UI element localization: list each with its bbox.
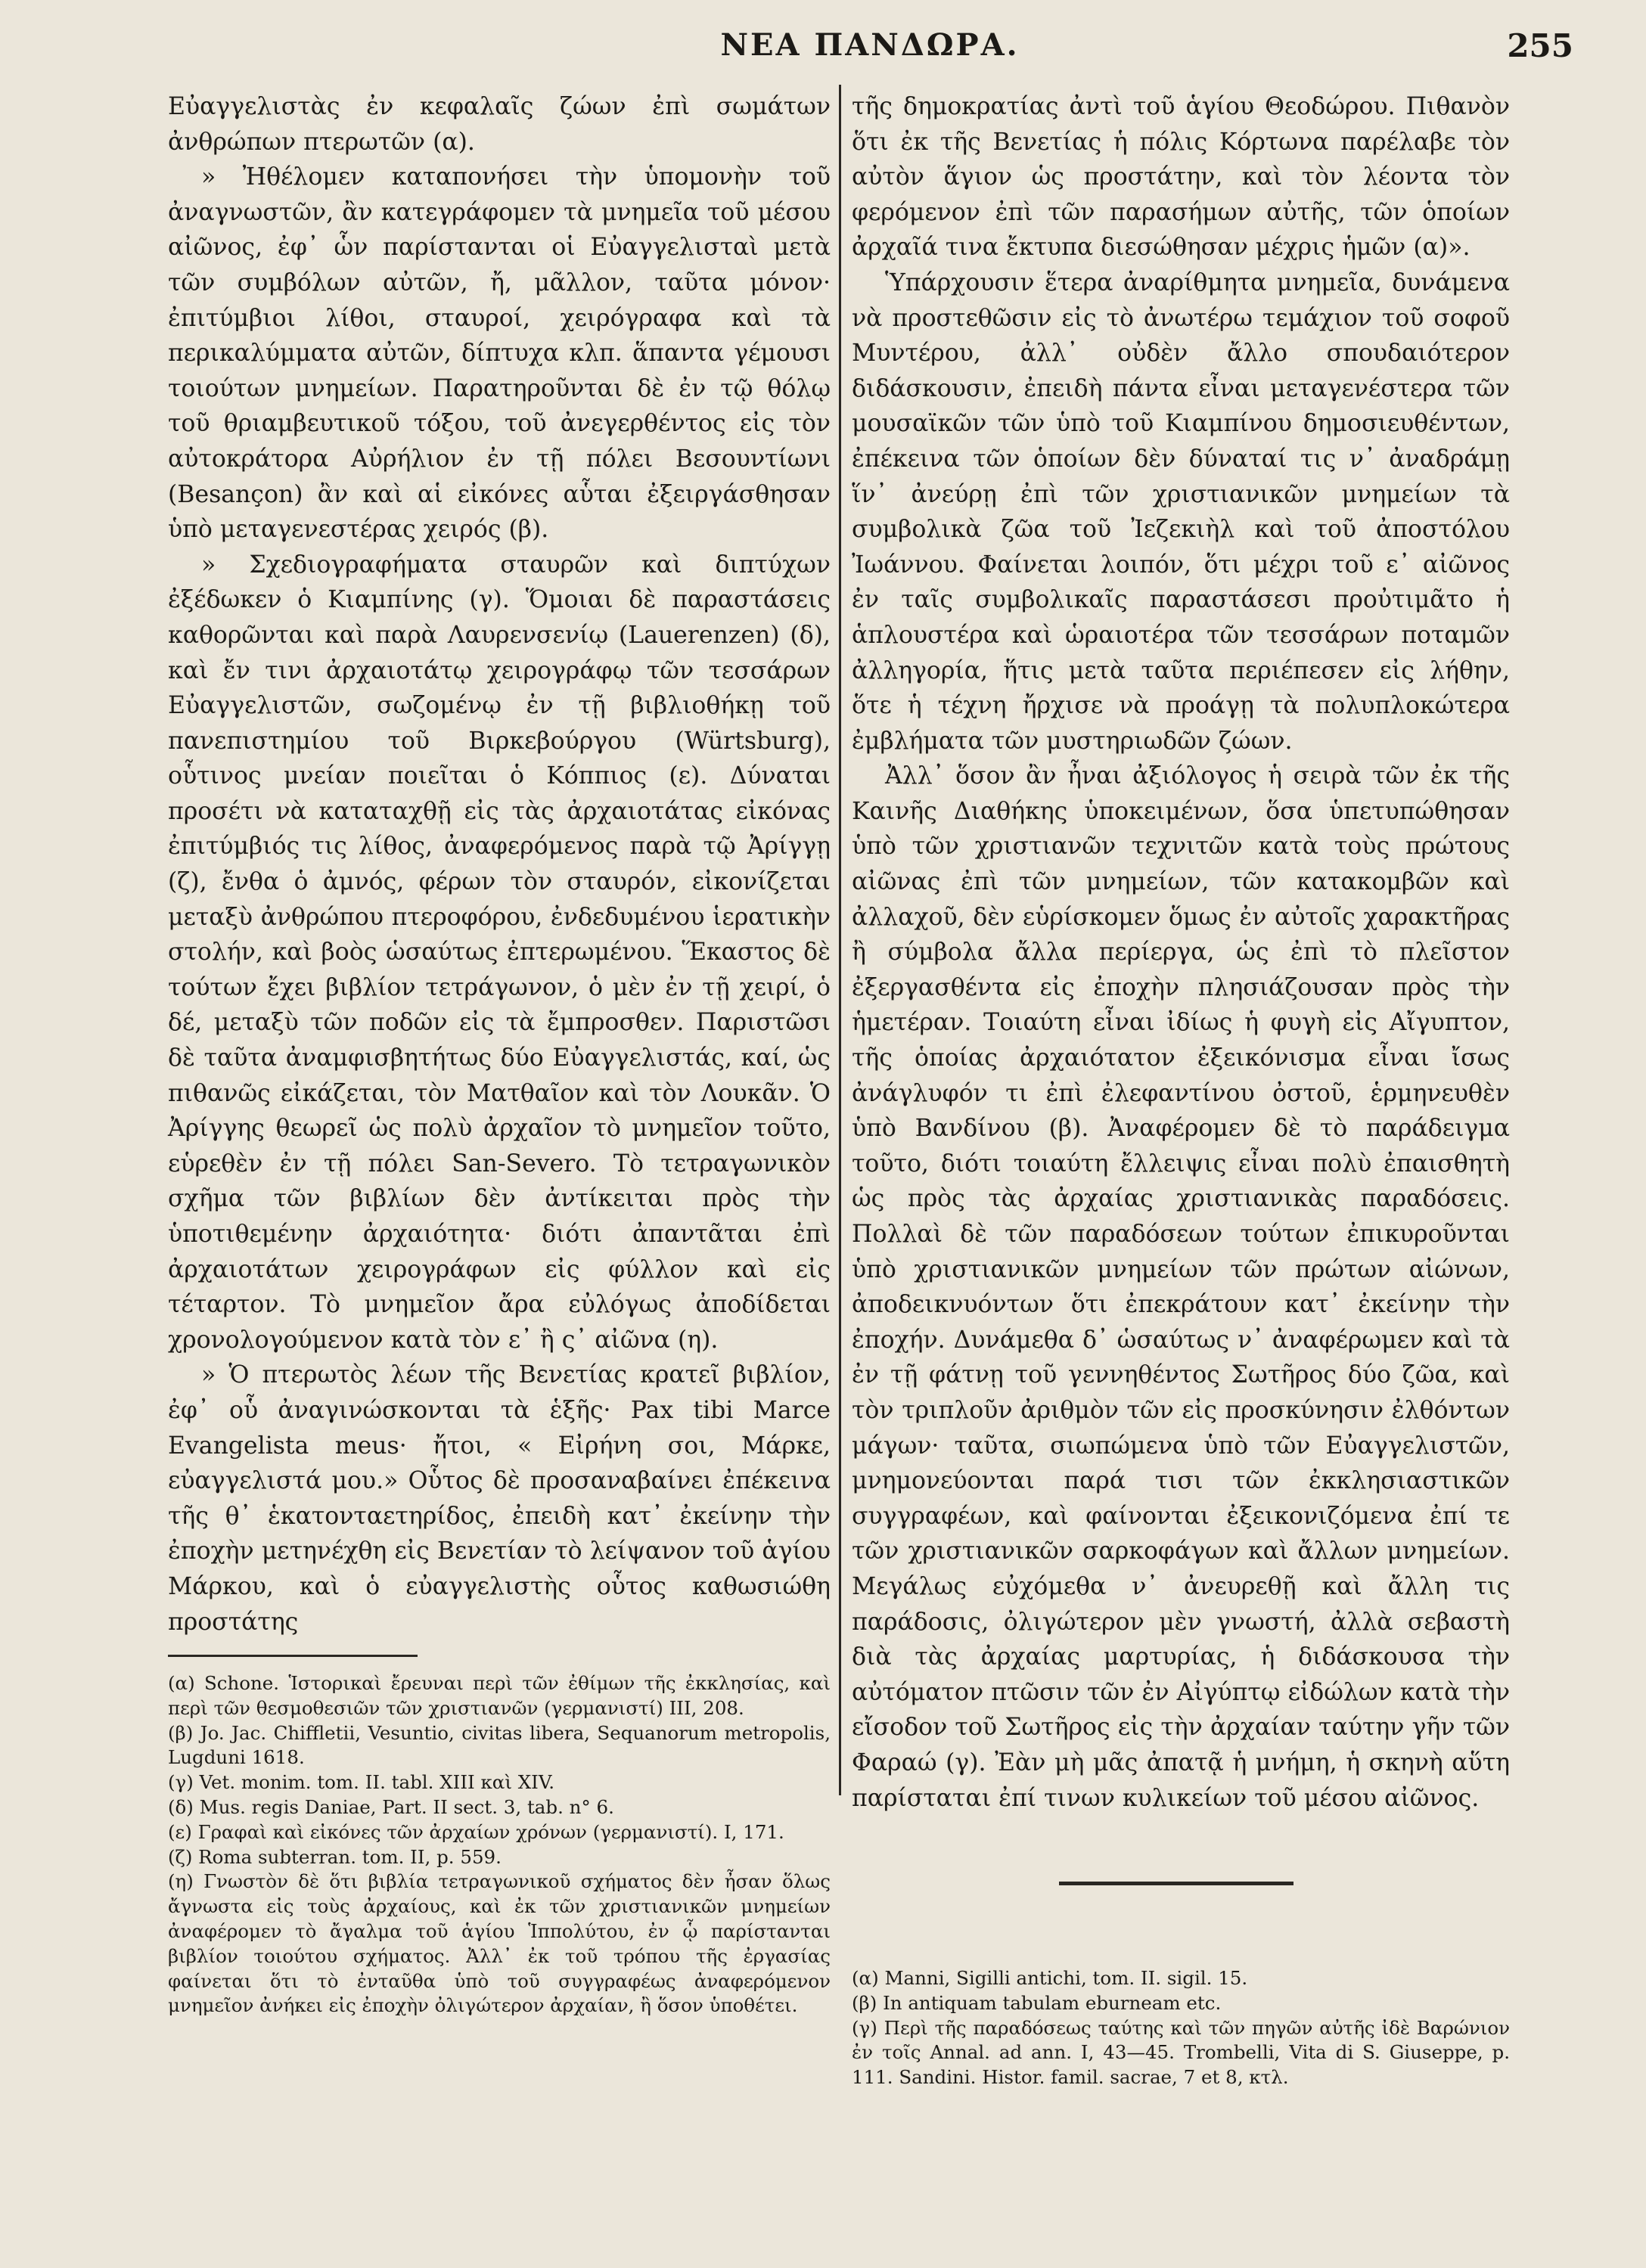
- footnote: (γ) Vet. monim. tom. II. tabl. XIII καὶ XIV.: [168, 1771, 555, 1794]
- column-divider: [839, 85, 841, 1795]
- footnote: (η) Γνωστὸν δὲ ὅτι βιβλία τετραγωνικοῦ σχήματος δὲν ἦσαν ὅλως ἄγνωστα εἰς τοὺς ἀρχαίους, καὶ ἐκ τῶν χριστιανικῶν μνημείων ἀναφέρομεν τὸ ἄγαλμα τοῦ ἁγίου Ἱππολύτου, ἐν ᾧ παρίστανται βιβλίον τοιούτου σχήματος. Ἀλλ᾽ ἐκ τοῦ τρόπου τῆς ἐργασίας φαίνεται ὅτι τὸ ἐνταῦθα ὑπὸ τοῦ συγγραφέως ἀναφερόμενον μνημεῖον ἀνήκει εἰς ἐποχὴν ὀλιγώτερον ἀρχαίαν, ἢ ὅσον ὑποθέτει.: [168, 1870, 831, 2017]
- footnote-separator: [168, 1655, 418, 1657]
- left-column: [168, 89, 831, 1640]
- paragraph: Ὑπάρχουσιν ἕτερα ἀναρίθμητα μνημεῖα, δυνάμενα νὰ προστεθῶσιν εἰς τὸ ἀνωτέρω τεμάχιον τοῦ σοφοῦ Μυντέρου, ἀλλ᾽ οὐδὲν ἄλλο σπουδαιότερον διδάσκουσιν, ἐπειδὴ πάντα εἶναι μεταγενέστερα τῶν μουσαϊκῶν τῶν ὑπὸ τοῦ Κιαμπίνου δημοσιευθέντων, ἐπέκεινα τῶν ὁποίων δὲν δύναταί τις ν᾽ ἀναδράμῃ ἵν᾽ ἀνεύρῃ ἐπὶ τῶν χριστιανικῶν μνημείων τὰ συμβολικὰ ζῶα τοῦ Ἰεζεκιὴλ καὶ τοῦ ἀποστόλου Ἰωάννου. Φαίνεται λοιπόν, ὅτι μέχρι τοῦ ε᾽ αἰῶνος ἐν ταῖς συμβολικαῖς παραστάσεσι προὐτιμᾶτο ἡ ἁπλουστέρα καὶ ὡραιοτέρα τῶν τεσσάρων ποταμῶν ἀλληγορία, ἥτις μετὰ ταῦτα περιέπεσεν εἰς λήθην, ὅτε ἡ τέχνη ἤρχισε νὰ προάγῃ τὰ πολυπλοκώτερα ἐμβλήματα τῶν μυστηριωδῶν ζώων.: [852, 268, 1510, 755]
- footnote: (α) Manni, Sigilli antichi, tom. II. sigil. 15.: [852, 1967, 1248, 1989]
- left-footnotes: [168, 1671, 831, 2018]
- footnote: (ε) Γραφαὶ καὶ εἰκόνες τῶν ἀρχαίων χρόνων (γερμανιστί). I, 171.: [168, 1820, 784, 1843]
- paragraph: Ἀλλ᾽ ὅσον ἂν ἦναι ἀξιόλογος ἡ σειρὰ τῶν ἐκ τῆς Καινῆς Διαθήκης ὑποκειμένων, ὅσα ὑπετυπώθησαν ὑπὸ τῶν χριστιανῶν τεχνιτῶν κατὰ τοὺς πρώτους αἰῶνας ἐπὶ τῶν μνημείων, τῶν κατακομβῶν καὶ ἀλλαχοῦ, δὲν εὑρίσκομεν ὅμως ἐν αὐτοῖς χαρακτῆρας ἢ σύμβολα ἄλλα περίεργα, ὡς ἐπὶ τὸ πλεῖστον ἐξεργασθέντα εἰς ἐποχὴν πλησιάζουσαν πρὸς τὴν ἡμετέραν. Τοιαύτη εἶναι ἰδίως ἡ φυγὴ εἰς Αἴγυπτον, τῆς ὁποίας ἀρχαιότατον ἐξεικόνισμα εἶναι ἴσως ἀνάγλυφόν τι ἐπὶ ἐλεφαντίνου ὀστοῦ, ἑρμηνευθὲν ὑπὸ Βανδίνου (β). Ἀναφέρομεν δὲ τὸ παράδειγμα τοῦτο, διότι τοιαύτη ἔλλειψις εἶναι πολὺ ἐπαισθητὴ ὡς πρὸς τὰς ἀρχαίας χριστιανικὰς παραδόσεις. Πολλαὶ δὲ τῶν παραδόσεων τούτων ἐπικυροῦνται ὑπὸ χριστιανικῶν μνημείων τῶν πρώτων αἰώνων, ἀποδεικνυόντων ὅτι ἐπεκράτουν κατ᾽ ἐκείνην τὴν ἐποχήν. Δυνάμεθα δ᾽ ὡσαύτως ν᾽ ἀναφέρωμεν καὶ τὰ ἐν τῇ φάτνῃ τοῦ γεννηθέντος Σωτῆρος δύο ζῶα, καὶ τὸν τριπλοῦν ἀριθμὸν τῶν εἰς προσκύνησιν ἐλθόντων μάγων· ταῦτα, σιωπώμενα ὑπὸ τῶν Εὐαγγελιστῶν, μνημονεύονται παρά τισι τῶν ἐκκλησιαστικῶν συγγραφέων, καὶ φαίνονται ἐξεικονιζόμενα ἐπί τε τῶν χριστιανικῶν σαρκοφάγων καὶ ἄλλων μνημείων. Μεγάλως εὐχόμεθα ν᾽ ἀνευρεθῇ καὶ ἄλλη τις παράδοσις, ὀλιγώτερον μὲν γνωστή, ἀλλὰ σεβαστὴ διὰ τὰς ἀρχαίας μαρτυρίας, ἡ διδάσκουσα τὴν αὐτόματον πτῶσιν τῶν ἐν Αἰγύπτῳ εἰδώλων κατὰ τὴν εἴσοδον τοῦ Σωτῆρος εἰς τὴν ἀρχαίαν ταύτην γῆν τῶν Φαραώ (γ). Ἐὰν μὴ μᾶς ἀπατᾷ ἡ μνήμη, ἡ σκηνὴ αὕτη παρίσταται ἐπί τινων κυλικείων τοῦ μέσου αἰῶνος.: [852, 762, 1510, 1812]
- paragraph: » Σχεδιογραφήματα σταυρῶν καὶ διπτύχων ἐξέδωκεν ὁ Κιαμπίνης (γ). Ὅμοιαι δὲ παραστάσεις καθορῶνται καὶ παρὰ Λαυρενσενίῳ (Lauerenzen) (δ), καὶ ἔν τινι ἀρχαιοτάτῳ χειρογράφῳ τῶν τεσσάρων Εὐαγγελιστῶν, σωζομένῳ ἐν τῇ βιβλιοθήκῃ τοῦ πανεπιστημίου τοῦ Βιρκεβούργου (Würtsburg), οὗτινος μνείαν ποιεῖται ὁ Κόππιος (ε). Δύναται προσέτι νὰ καταταχθῇ εἰς τὰς ἀρχαιοτάτας εἰκόνας ἐπιτύμβιός τις λίθος, ἀναφερόμενος παρὰ τῷ Ἀρίγγῃ (ζ), ἔνθα ὁ ἀμνός, φέρων τὸν σταυρόν, εἰκονίζεται μεταξὺ ἀνθρώπου πτεροφόρου, ἐνδεδυμένου ἱερατικὴν στολήν, καὶ βοὸς ὡσαύτως ἐπτερωμένου. Ἕκαστος δὲ τούτων ἔχει βιβλίον τετράγωνον, ὁ μὲν ἐν τῇ χειρί, ὁ δέ, μεταξὺ τῶν ποδῶν εἰς τὰ ἔμπροσθεν. Παριστῶσι δὲ ταῦτα ἀναμφισβητήτως δύο Εὐαγγελιστάς, καί, ὡς πιθανῶς εἰκάζεται, τὸν Ματθαῖον καὶ τὸν Λουκᾶν. Ὁ Ἀρίγγης θεωρεῖ ὡς πολὺ ἀρχαῖον τὸ μνημεῖον τοῦτο, εὑρεθὲν ἐν τῇ πόλει San-Severo. Τὸ τετραγωνικὸν σχῆμα τῶν βιβλίων δὲν ἀντίκειται πρὸς τὴν ὑποτιθεμένην ἀρχαιότητα· διότι ἀπαντᾶται ἐπὶ ἀρχαιοτάτων χειρογράφων εἰς φύλλον καὶ εἰς τέταρτον. Τὸ μνημεῖον ἄρα εὐλόγως ἀποδίδεται χρονολογούμενον κατὰ τὸν ε᾽ ἢ ς᾽ αἰῶνα (η).: [168, 551, 831, 1354]
- page-header: [166, 27, 1573, 73]
- paragraph: » Ὁ πτερωτὸς λέων τῆς Βενετίας κρατεῖ βιβλίον, ἐφ᾽ οὗ ἀναγινώσκονται τὰ ἑξῆς· Pax tibi Marce Evangelista meus· ἤτοι, « Εἰρήνη σοι, Μάρκε, εὐαγγελιστά μου.» Οὗτος δὲ προσαναβαίνει ἐπέκεινα τῆς θ᾽ ἑκατονταετηρίδος, ἐπειδὴ κατ᾽ ἐκείνην τὴν ἐποχὴν μετηνέχθη εἰς Βενετίαν τὸ λείψανον τοῦ ἁγίου Μάρκου, καὶ ὁ εὐαγγελιστὴς οὗτος καθωσιώθη προστάτης: [168, 1361, 831, 1636]
- footnote: (ζ) Roma subterran. tom. II, p. 559.: [168, 1845, 502, 1868]
- footnote: (α) Schone. Ἱστορικαὶ ἔρευναι περὶ τῶν ἐθίμων τῆς ἐκκλησίας, καὶ περὶ τῶν θεσμοθεσιῶν τῶν χριστιανῶν (γερμανιστί) III, 208.: [168, 1672, 831, 1719]
- page-number: 255: [1507, 27, 1573, 64]
- right-footnotes: [852, 1966, 1510, 2090]
- footnote: (δ) Mus. regis Daniae, Part. II sect. 3, tab. n° 6.: [168, 1795, 614, 1818]
- section-rule: [1059, 1882, 1294, 1885]
- paragraph: » Ἠθέλομεν καταπονήσει τὴν ὑπομονὴν τοῦ ἀναγνωστῶν, ἂν κατεγράφομεν τὰ μνημεῖα τοῦ μέσου αἰῶνος, ἐφ᾽ ὧν παρίστανται οἱ Εὐαγγελισταὶ μετὰ τῶν συμβόλων αὐτῶν, ἤ, μᾶλλον, ταῦτα μόνον· ἐπιτύμβιοι λίθοι, σταυροί, χειρόγραφα καὶ τὰ περικαλύμματα αὐτῶν, δίπτυχα κλπ. ἅπαντα γέμουσι τοιούτων μνημείων. Παρατηροῦνται δὲ ἐν τῷ θόλῳ τοῦ θριαμβευτικοῦ τόξου, τοῦ ἀνεγερθέντος εἰς τὸν αὐτοκράτορα Αὐρήλιον ἐν τῇ πόλει Βεσουντίωνι (Besançon) ἂν καὶ αἱ εἰκόνες αὗται ἐξειργάσθησαν ὑπὸ μεταγενεστέρας χειρός (β).: [168, 163, 831, 544]
- footnote: (β) Jo. Jac. Chiffletii, Vesuntio, civitas libera, Sequanorum metropolis, Lugduni 1618.: [168, 1721, 831, 1769]
- paragraph: τῆς δημοκρατίας ἀντὶ τοῦ ἁγίου Θεοδώρου. Πιθανὸν ὅτι ἐκ τῆς Βενετίας ἡ πόλις Κόρτωνα παρέλαβε τὸν αὐτὸν ἅγιον ὡς προστάτην, καὶ τὸν λέοντα τὸν φερόμενον ἐπὶ τῶν παρασήμων αὐτῆς, τῶν ὁποίων ἀρχαῖά τινα ἔκτυπα διεσώθησαν μέχρις ἡμῶν (α)».: [852, 93, 1510, 262]
- right-column: [852, 89, 1510, 1816]
- footnote: (β) In antiquam tabulam eburneam etc.: [852, 1991, 1222, 2014]
- running-title: ΝΕΑ ΠΑΝΔΩΡΑ.: [720, 27, 1020, 63]
- footnote: (γ) Περὶ τῆς παραδόσεως ταύτης καὶ τῶν πηγῶν αὐτῆς ἰδὲ Βαρώνιον ἐν τοῖς Annal. ad ann. I, 43—45. Trombelli, Vita di S. Giuseppe, p. 111. Sandini. Histor. famil. sacrae, 7 et 8, κτλ.: [852, 2016, 1510, 2089]
- paragraph: Εὐαγγελιστὰς ἐν κεφαλαῖς ζώων ἐπὶ σωμάτων ἀνθρώπων πτερωτῶν (α).: [168, 93, 831, 156]
